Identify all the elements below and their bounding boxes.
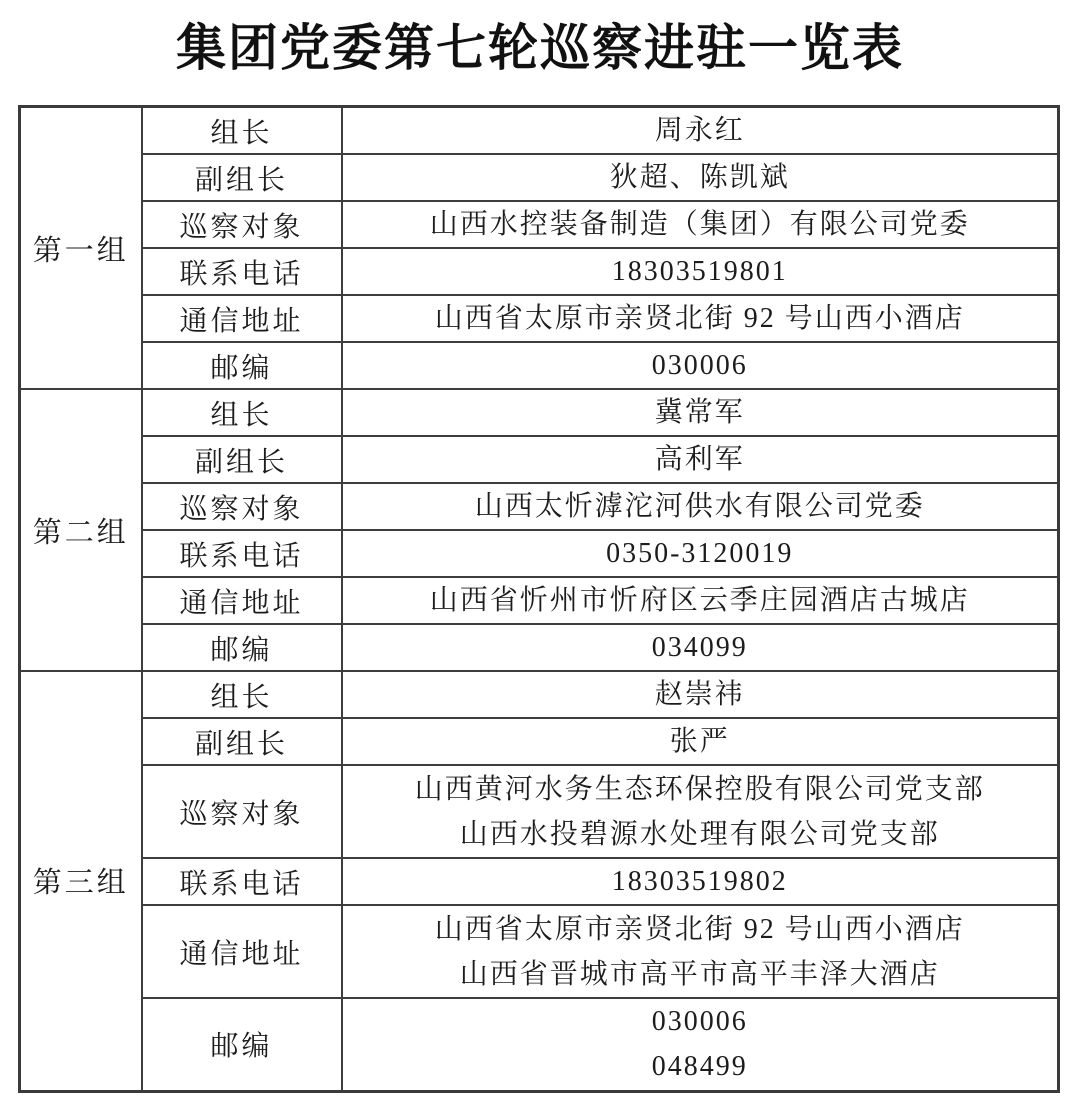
- row-label: 巡察对象: [142, 765, 342, 858]
- row-value: [342, 154, 1059, 201]
- group-2-name: 第二组: [20, 389, 142, 671]
- value-line: 赵崇祎: [654, 679, 745, 710]
- value-line: 山西水控装备制造（集团）有限公司党委: [429, 209, 970, 240]
- row-label: 联系电话: [142, 858, 342, 905]
- value-line: 048499: [651, 1051, 748, 1083]
- row-value: [342, 671, 1059, 718]
- row-value: [342, 107, 1059, 155]
- row-value: [342, 998, 1059, 1091]
- row-label: 副组长: [142, 154, 342, 201]
- value-line: 034099: [651, 632, 748, 663]
- table-row: [20, 530, 1059, 577]
- row-value: [342, 905, 1059, 998]
- row-label: 副组长: [142, 718, 342, 765]
- group-3-name: 第三组: [20, 671, 142, 1091]
- row-label: 副组长: [142, 436, 342, 483]
- value-line: 山西省忻州市忻府区云季庄园酒店古城店: [429, 585, 970, 616]
- row-label: 邮编: [142, 342, 342, 389]
- value-line: 山西太忻滹沱河供水有限公司党委: [474, 491, 925, 522]
- value-line: 山西省太原市亲贤北街 92 号山西小酒店: [434, 303, 965, 334]
- table-row: [20, 765, 1059, 858]
- value-line: 030006: [651, 350, 748, 381]
- value-line: 18303519802: [611, 866, 788, 897]
- row-label: 邮编: [142, 624, 342, 671]
- row-value: [342, 858, 1059, 905]
- row-value: [342, 624, 1059, 671]
- table-row: [20, 295, 1059, 342]
- table-row: [20, 436, 1059, 483]
- row-label: 联系电话: [142, 248, 342, 295]
- row-label: 邮编: [142, 998, 342, 1091]
- value-line: 张严: [669, 726, 730, 757]
- table-row: [20, 624, 1059, 671]
- row-label: 巡察对象: [142, 201, 342, 248]
- table-row: [20, 483, 1059, 530]
- row-label: 通信地址: [142, 905, 342, 998]
- value-line: 0350-3120019: [606, 538, 794, 569]
- row-value: [342, 389, 1059, 436]
- row-value: [342, 342, 1059, 389]
- row-value: [342, 483, 1059, 530]
- row-label: 通信地址: [142, 577, 342, 624]
- value-line: 冀常军: [654, 397, 745, 428]
- inspection-roster-table: [18, 105, 1060, 1093]
- row-label: 通信地址: [142, 295, 342, 342]
- table-row: [20, 389, 1059, 436]
- table-row: [20, 998, 1059, 1091]
- value-line: 周永红: [654, 115, 745, 146]
- table-row: [20, 107, 1059, 155]
- value-line: 山西黄河水务生态环保控股有限公司党支部: [414, 773, 985, 805]
- value-line: 18303519801: [611, 256, 788, 287]
- row-label: 巡察对象: [142, 483, 342, 530]
- row-value: [342, 295, 1059, 342]
- value-line: 030006: [651, 1006, 748, 1038]
- row-label: 联系电话: [142, 530, 342, 577]
- table-row: [20, 671, 1059, 718]
- group-1-name: 第一组: [20, 107, 142, 390]
- table-row: [20, 577, 1059, 624]
- table-row: [20, 201, 1059, 248]
- row-label: 组长: [142, 671, 342, 718]
- row-value: [342, 765, 1059, 858]
- row-value: [342, 201, 1059, 248]
- value-line: 狄超、陈凯斌: [609, 162, 790, 193]
- value-line: 山西省晋城市高平市高平丰泽大酒店: [459, 958, 940, 990]
- value-line: 山西省太原市亲贤北街 92 号山西小酒店: [434, 913, 965, 945]
- table-row: [20, 154, 1059, 201]
- row-value: [342, 530, 1059, 577]
- row-label: 组长: [142, 389, 342, 436]
- table-row: [20, 342, 1059, 389]
- table-row: [20, 718, 1059, 765]
- row-label: 组长: [142, 107, 342, 155]
- page-title: 集团党委第七轮巡察进驻一览表: [176, 20, 904, 76]
- row-value: [342, 718, 1059, 765]
- table-row: [20, 248, 1059, 295]
- table-row: [20, 905, 1059, 998]
- row-value: [342, 577, 1059, 624]
- row-value: [342, 436, 1059, 483]
- row-value: [342, 248, 1059, 295]
- value-line: 山西水投碧源水处理有限公司党支部: [459, 818, 940, 850]
- table-row: [20, 858, 1059, 905]
- value-line: 高利军: [654, 444, 745, 475]
